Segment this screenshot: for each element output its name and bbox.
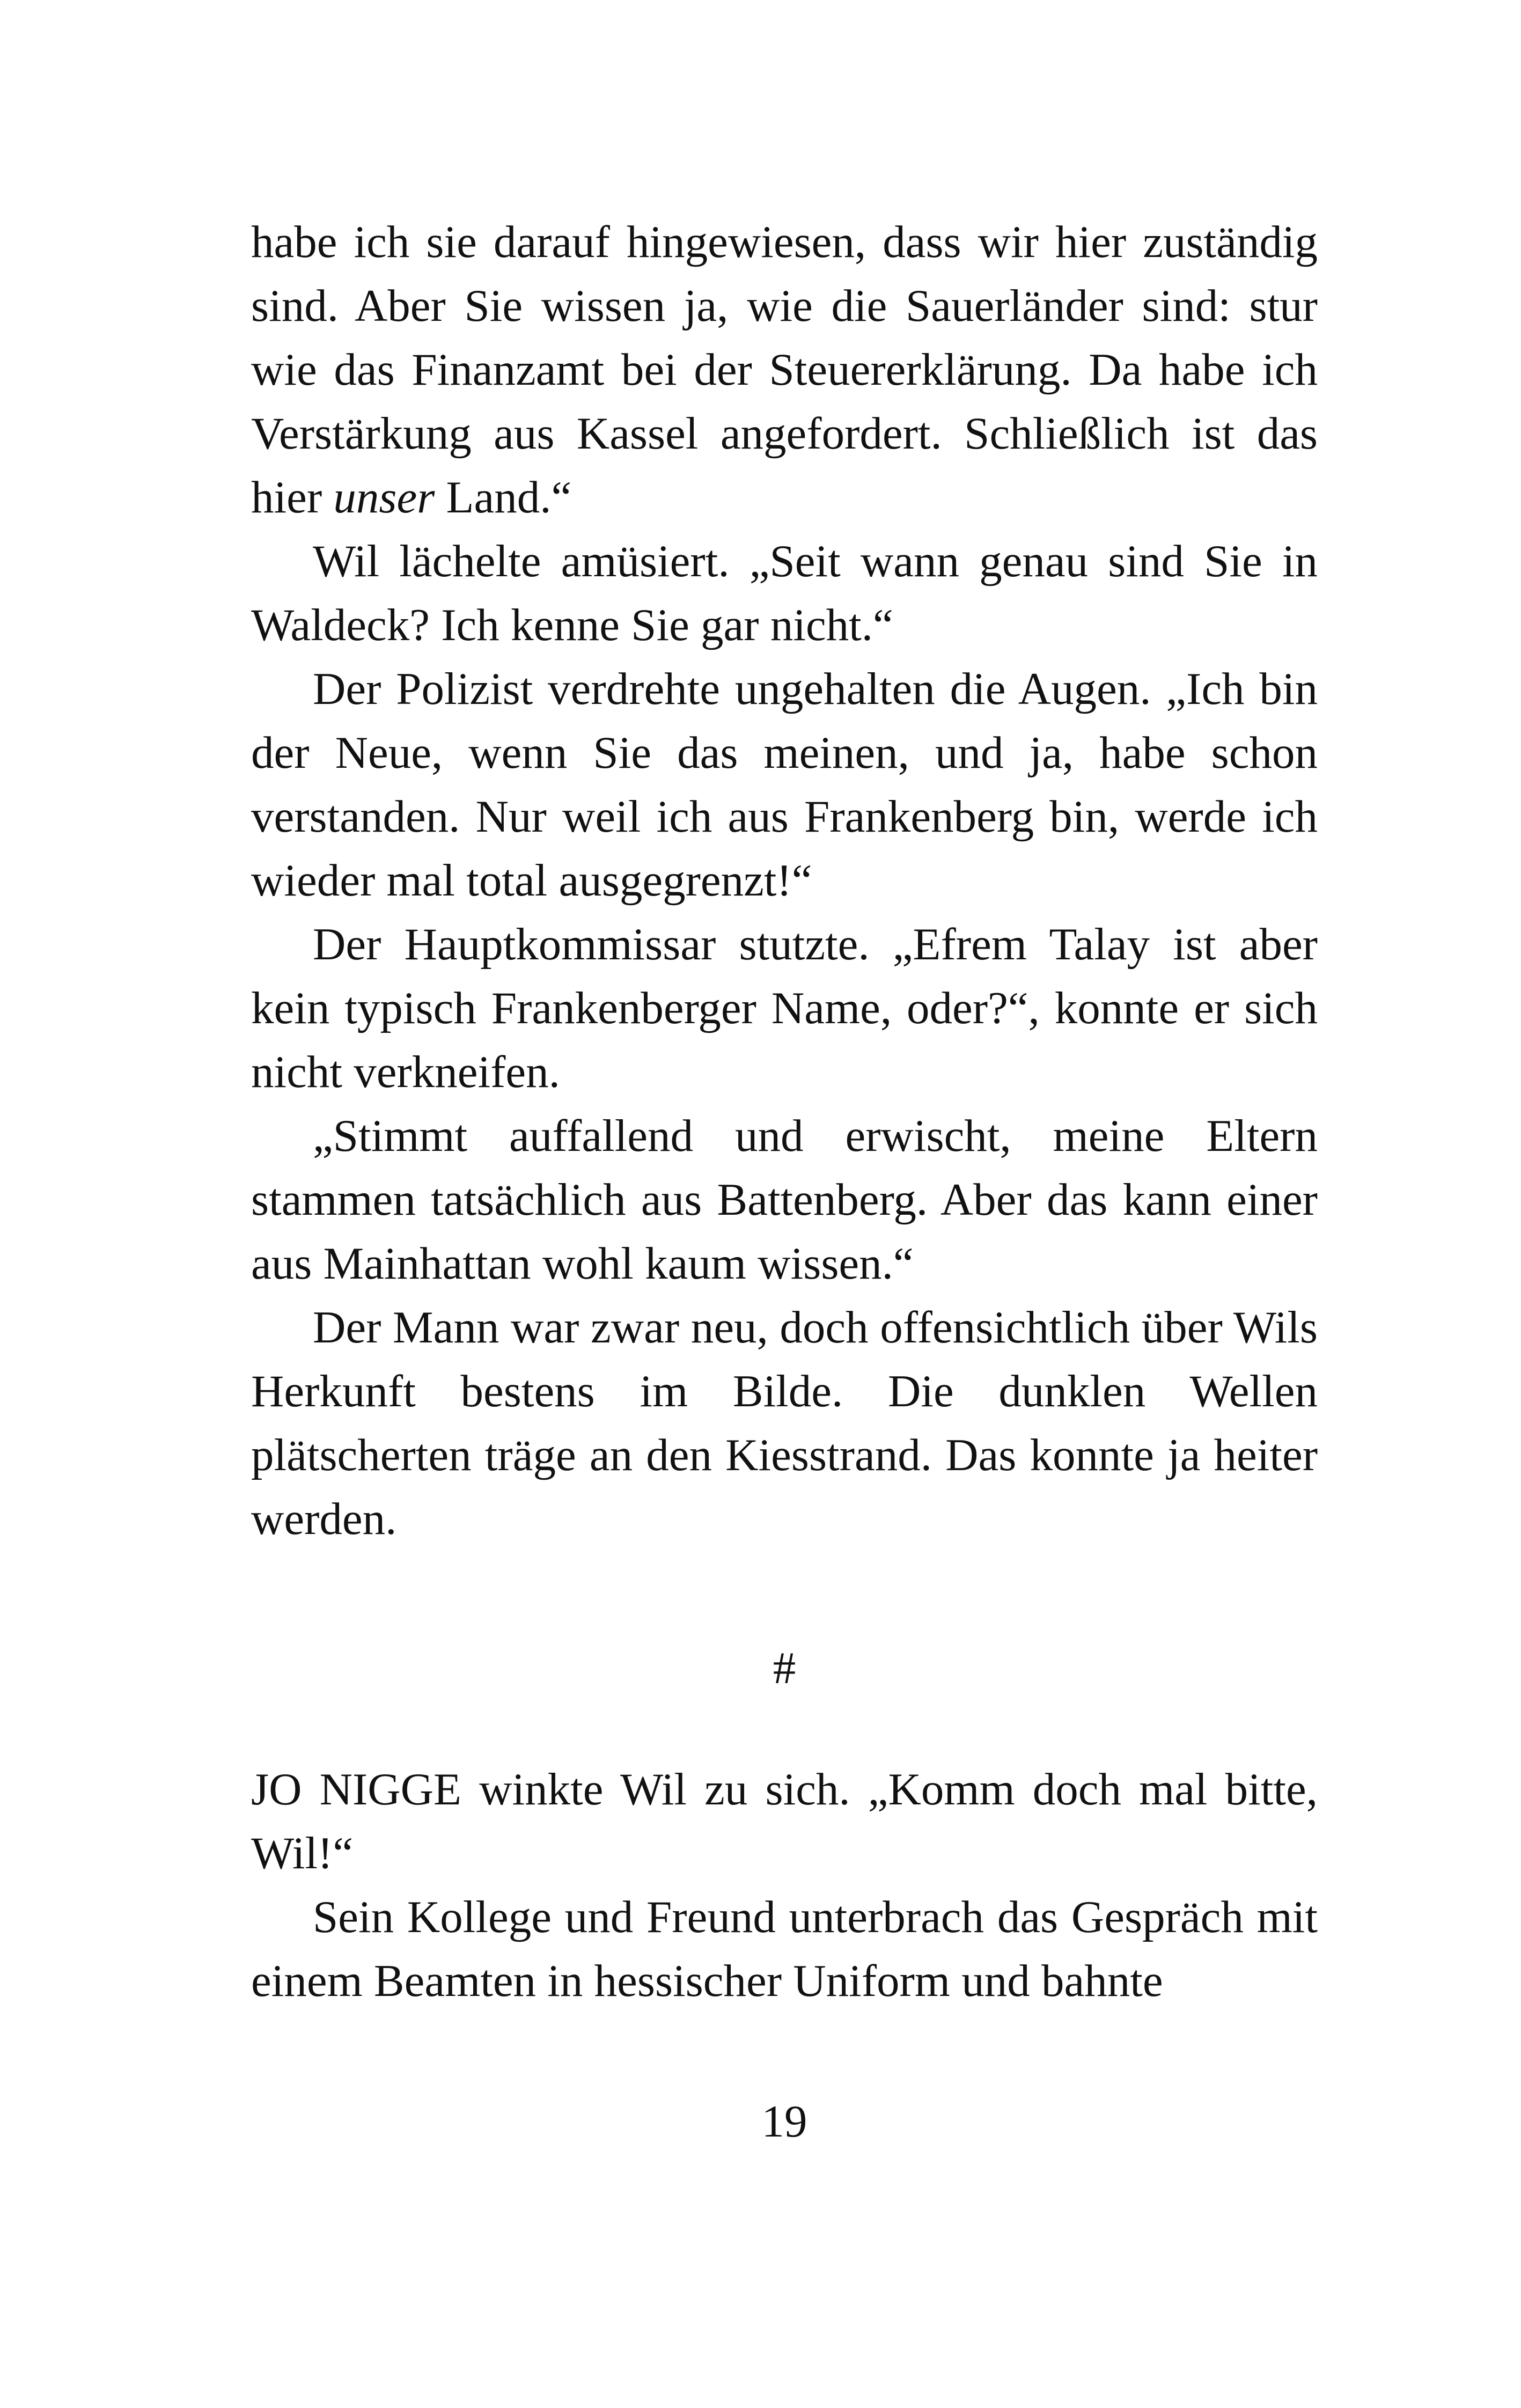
paragraph <box>251 530 1318 657</box>
text-run: habe ich sie darauf hingewiesen, dass wir hier zuständig sind. Aber Sie wissen ja, wie die Sauerländer sind: stur wie das Finanzamt bei der Steuererklärung. Da habe ich Verstärkung aus Kassel angefordert. Schließlich ist das hier <box>251 217 1318 523</box>
text-run: Der Polizist verdrehte ungehalten die Augen. „Ich bin der Neue, wenn Sie das meinen, und ja, habe schon verstanden. Nur weil ich aus Frankenberg bin, werde ich wieder mal total ausgegrenzt!“ <box>251 664 1318 906</box>
main-text-bottom <box>251 1758 1318 2013</box>
text-run: Wil lächelte amüsiert. „Seit wann genau sind Sie in Waldeck? Ich kenne Sie gar nicht.“ <box>251 536 1318 650</box>
italic-text: unser <box>333 472 435 523</box>
paragraph <box>251 210 1318 530</box>
section-break: # <box>773 1643 796 1693</box>
paragraph <box>251 1104 1318 1296</box>
paragraph <box>251 1885 1318 2013</box>
text-run: Der Hauptkommissar stutzte. „Efrem Talay ist aber kein typisch Frankenberger Name, oder?“, konnte er sich nicht verkneifen. <box>251 919 1318 1097</box>
paragraph <box>251 1758 1318 1885</box>
text-run: Der Mann war zwar neu, doch offensichtlich über Wils Herkunft bestens im Bilde. Die dunklen Wellen plätscherten träge an den Kiesstrand. Das konnte ja heiter werden. <box>251 1302 1318 1544</box>
page-number: 19 <box>761 2096 807 2147</box>
paragraph <box>251 1296 1318 1551</box>
paragraph <box>251 657 1318 913</box>
paragraph <box>251 913 1318 1104</box>
main-text-top <box>251 210 1318 1551</box>
text-run: Land.“ <box>435 472 572 523</box>
text-run: JO NIGGE winkte Wil zu sich. „Komm doch mal bitte, Wil!“ <box>251 1764 1318 1878</box>
text-run: „Stimmt auffallend und erwischt, meine Eltern stammen tatsächlich aus Battenberg. Aber das kann einer aus Mainhattan wohl kaum wissen.“ <box>251 1111 1318 1289</box>
text-run: Sein Kollege und Freund unterbrach das Gespräch mit einem Beamten in hessischer Uniform und bahnte <box>251 1892 1318 2006</box>
